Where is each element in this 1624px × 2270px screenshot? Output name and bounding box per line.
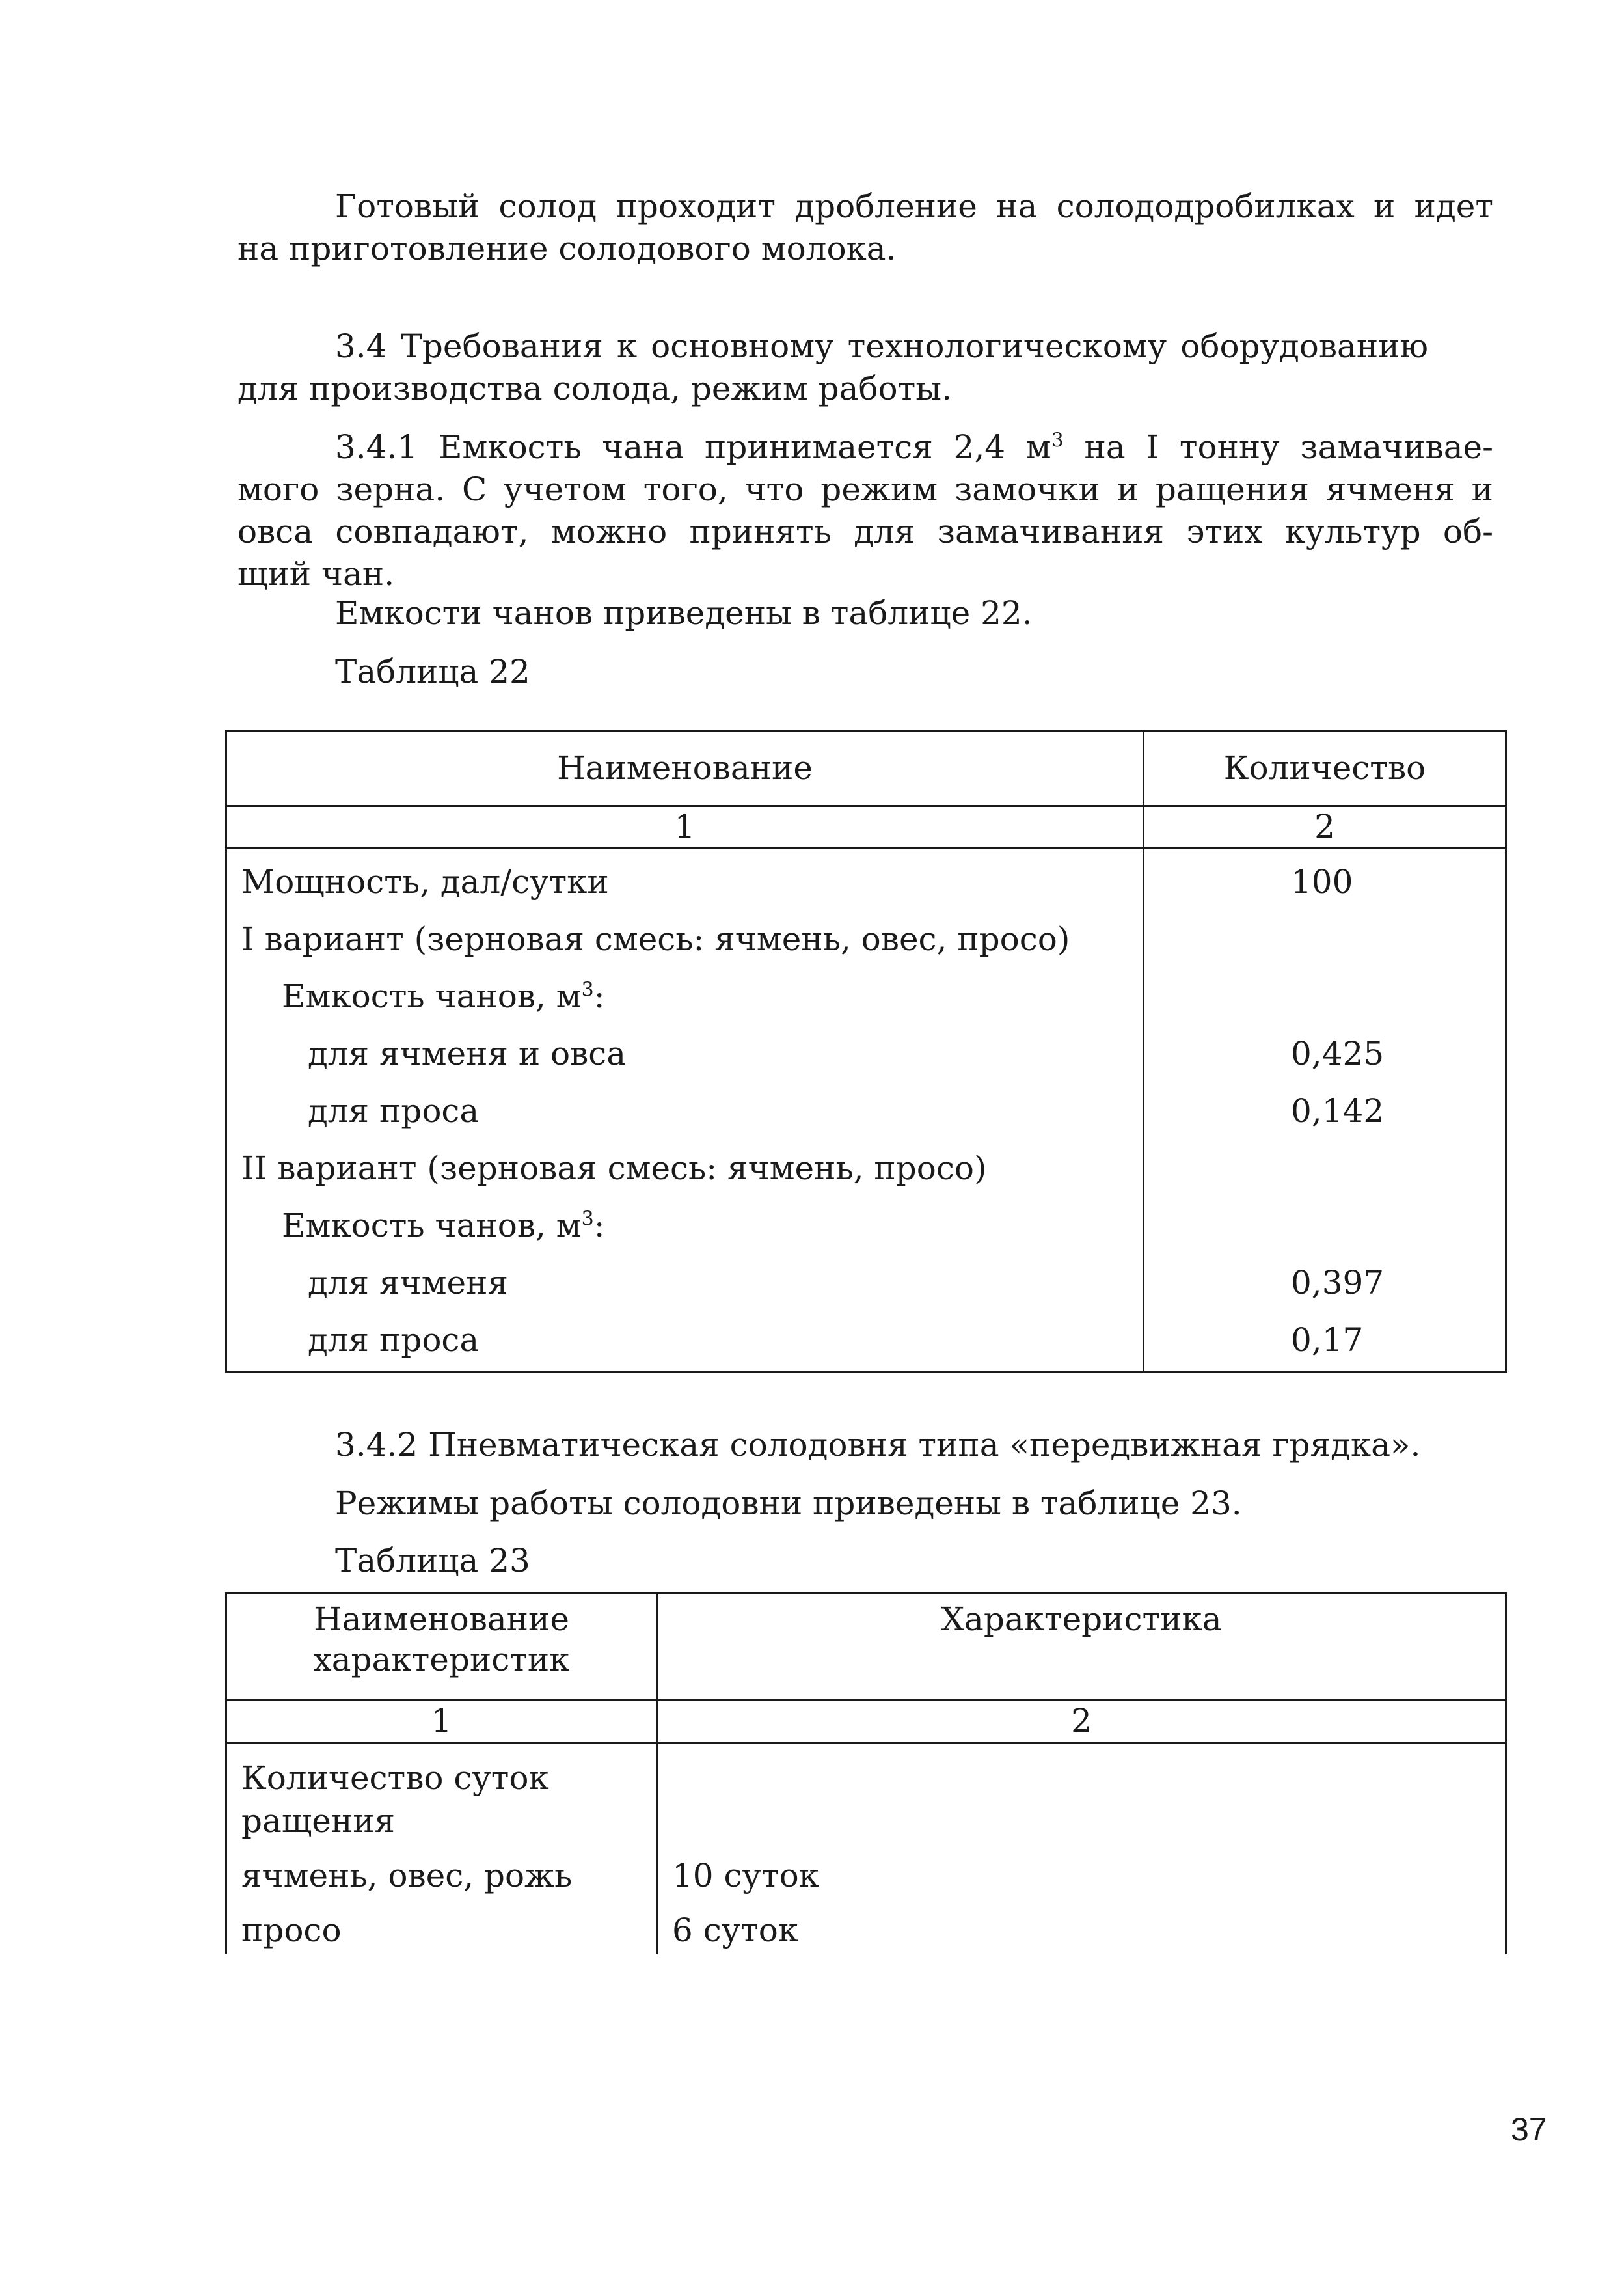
table-22-row-value	[1144, 1197, 1506, 1254]
table-22	[225, 730, 1507, 1373]
table-22-row-value	[1144, 968, 1506, 1025]
table-row	[226, 910, 1506, 968]
table-22-row-name: II вариант (зерновая смесь: ячмень, просо)	[226, 1140, 1144, 1197]
table-22-row-value: 0,397	[1144, 1254, 1506, 1311]
table-22-header-quantity: Количество	[1144, 731, 1506, 806]
row-suffix: :	[593, 978, 605, 1015]
table-23-header-name: Наименование характеристик	[226, 1593, 657, 1701]
table-22-row-value: 0,142	[1144, 1082, 1506, 1140]
row-label: Емкость чанов, м	[282, 1207, 582, 1244]
table-row	[226, 1743, 1506, 1843]
table-22-row-value	[1144, 1140, 1506, 1197]
table-22-caption: Таблица 22	[335, 653, 530, 691]
table-22-row-name: для ячменя	[226, 1254, 1144, 1311]
table-22-col-number: 1	[226, 806, 1144, 849]
tanks-table-reference: Емкости чанов приведены в таблице 22.	[335, 594, 1033, 632]
table-row	[226, 1082, 1506, 1140]
sec341-text-b: на I тонну замачивае-	[1063, 428, 1493, 466]
table-row	[226, 1025, 1506, 1082]
table-23-col-number: 1	[226, 1701, 657, 1743]
section-3-4-line-2: для производства солода, режим работы.	[237, 370, 952, 407]
table-22-col-number: 2	[1144, 806, 1506, 849]
table-22-row-name	[226, 968, 1144, 1025]
table-row	[226, 1311, 1506, 1373]
table-22-row-value	[1144, 910, 1506, 968]
table-23-row-value: 10 суток	[657, 1842, 1506, 1897]
table-23-header-characteristic: Характеристика	[657, 1593, 1506, 1701]
sec341-text-a: 3.4.1 Емкость чана принимается 2,4 м	[335, 428, 1051, 466]
section-3-4-2: 3.4.2 Пневматическая солодовня типа «передвижная грядка».	[335, 1426, 1421, 1464]
table-row	[226, 968, 1506, 1025]
sec341-superscript: 3	[1051, 429, 1064, 452]
table-22-row-name: для проса	[226, 1311, 1144, 1373]
table-22-row-name	[226, 1197, 1144, 1254]
section-3-4-line-1: 3.4 Требования к основному технологическому оборудованию	[335, 327, 1428, 365]
table-23-row-value	[657, 1743, 1506, 1843]
row-suffix: :	[593, 1207, 605, 1244]
row-superscript: 3	[581, 1207, 594, 1231]
table-23-row-name: просо	[226, 1897, 657, 1954]
table-row	[226, 849, 1506, 911]
table-22-row-value: 0,425	[1144, 1025, 1506, 1082]
section-3-4-1-line-2: мого зерна. С учетом того, что режим замочки и ращения ячменя и	[237, 471, 1493, 508]
table-23	[225, 1592, 1507, 1954]
table-23-row-value: 6 суток	[657, 1897, 1506, 1954]
table-row	[226, 1197, 1506, 1254]
table-22-row-name: для проса	[226, 1082, 1144, 1140]
modes-table-reference: Режимы работы солодовни приведены в таблице 23.	[335, 1484, 1242, 1522]
intro-line-1: Готовый солод проходит дробление на солододробилках и идет	[335, 187, 1493, 225]
page-number: 37	[1511, 2111, 1547, 2148]
table-row	[226, 1897, 1506, 1954]
table-22-header-name: Наименование	[226, 731, 1144, 806]
table-23-caption: Таблица 23	[335, 1542, 530, 1579]
section-3-4-1-line-3: овса совпадают, можно принять для замачивания этих культур об-	[237, 513, 1493, 551]
row-superscript: 3	[581, 978, 594, 1002]
table-22-row-name: Мощность, дал/сутки	[226, 849, 1144, 911]
intro-line-2: на приготовление солодового молока.	[237, 230, 897, 267]
table-22-row-value: 100	[1144, 849, 1506, 911]
row-label: Емкость чанов, м	[282, 978, 582, 1015]
section-3-4-1-line-4: щий чан.	[237, 555, 395, 593]
section-3-4-1-line-1	[335, 426, 1493, 469]
table-row	[226, 1140, 1506, 1197]
table-23-row-name: ячмень, овес, рожь	[226, 1842, 657, 1897]
table-22-row-name: I вариант (зерновая смесь: ячмень, овес, просо)	[226, 910, 1144, 968]
table-22-row-value: 0,17	[1144, 1311, 1506, 1373]
table-23-col-number: 2	[657, 1701, 1506, 1743]
table-23-row-name: Количество суток ращения	[226, 1743, 657, 1843]
table-row	[226, 1254, 1506, 1311]
table-row	[226, 1842, 1506, 1897]
table-22-row-name: для ячменя и овса	[226, 1025, 1144, 1082]
